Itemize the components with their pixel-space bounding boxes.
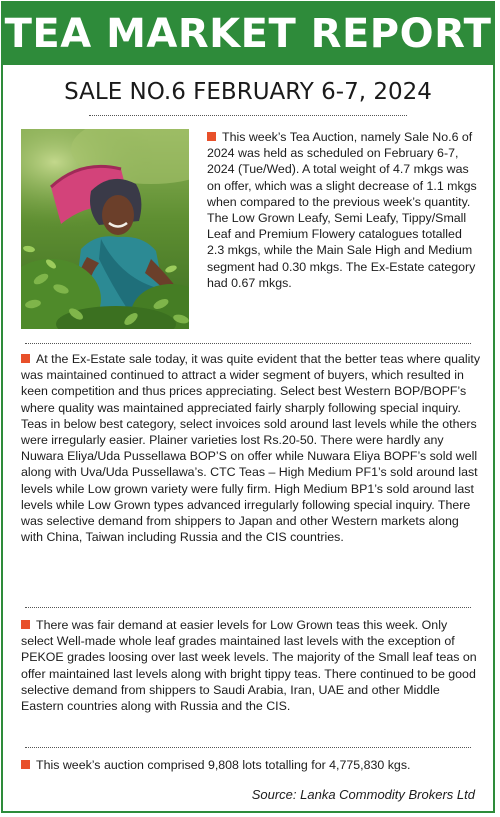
report-banner	[3, 3, 493, 65]
paragraph-summary	[21, 757, 481, 773]
paragraph-ex-estate-text: At the Ex-Estate sale today, it was quite evident that the better teas where quality was maintained continued to attract a wider segment of buyers, which resulted in keen competition and thus prices appreciating. Select best Western BOP/BOPF’s where quality was maintained appreciated fairly sharply following special inquiry. Teas in below best category, select invoices sold around last levels while the others were irregularly easier. Plainer varieties lost Rs.20-50. There were hardly any Nuwara Eliya/Uda Pussellawa BOP’S on offer while Nuwara Eliya BOPF’s sold well along with Uva/Uda Pussellawa’s. CTC Teas – High Medium PF1’s sold around last levels while Low grown variety were fully firm. High Medium BP1’s sold around last levels while Low Grown types advanced irregularly following special inquiry. There was selective demand from shippers to Japan and other Western markets along with China, Taiwan including Russia and the CIS countries.	[21, 352, 481, 545]
section-divider-2	[25, 607, 471, 608]
bullet-icon	[207, 132, 216, 141]
title-divider	[89, 115, 407, 116]
tea-picker-illustration	[21, 129, 189, 329]
paragraph-intro-text: This week’s Tea Auction, namely Sale No.6 of 2024 was held as scheduled on February 6-7, 2024 (Tue/Wed). A total weight of 4.7 mkgs was on offer, which was a slight decrease of 1.1 mkgs when compared to the previous week’s quantity. The Low Grown Leafy, Semi Leafy, Tippy/Small Leaf and Premium Flowery catalogues totalled 2.3 mkgs, while the Main Sale High and Medium segment had 0.30 mkgs. The Ex-Estate category had 0.67 mkgs.	[207, 130, 477, 290]
source-credit: Source: Lanka Commodity Brokers Ltd	[251, 787, 475, 802]
report-frame	[1, 1, 495, 813]
bullet-icon	[21, 760, 30, 769]
section-divider-1	[25, 343, 471, 344]
banner-title: TEA MARKET REPORT	[4, 11, 492, 57]
paragraph-ex-estate	[21, 351, 481, 545]
bullet-icon	[21, 620, 30, 629]
paragraph-intro	[207, 129, 479, 291]
paragraph-low-grown-text: There was fair demand at easier levels for Low Grown teas this week. Only select Well-made whole leaf grades maintained last levels with the exception of PEKOE grades loosing over last week levels. The majority of the Small leaf teas on offer maintained last levels along with bright tippy teas. There continued to be good selective demand from shippers to Saudi Arabia, Iran, UAE and other Middle Eastern countries along with Russia and the CIS.	[21, 618, 477, 714]
tea-picker-photo	[21, 129, 189, 329]
bullet-icon	[21, 354, 30, 363]
paragraph-low-grown	[21, 617, 481, 714]
paragraph-summary-text: This week’s auction comprised 9,808 lots totalling for 4,775,830 kgs.	[36, 758, 411, 772]
section-divider-3	[25, 747, 471, 748]
sale-title: SALE NO.6 FEBRUARY 6-7, 2024	[64, 79, 432, 105]
